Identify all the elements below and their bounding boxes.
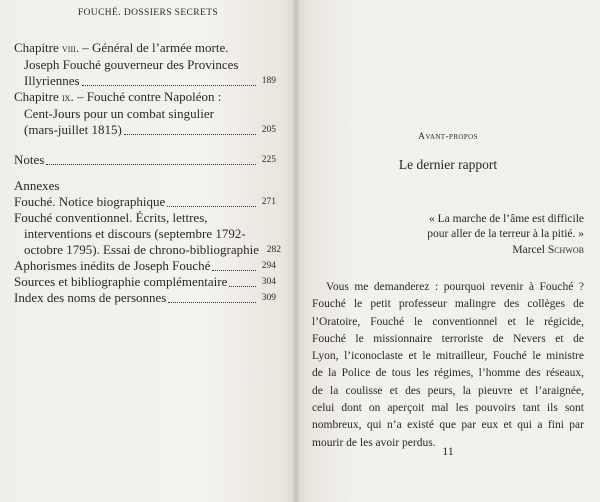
toc-entry-annex (14, 258, 276, 274)
chapter-numeral: ix (62, 92, 71, 104)
dot-leader (229, 286, 256, 287)
toc-entry-chapter-9 (14, 89, 276, 138)
chapter-title-line: . – Général de l’armée morte. (75, 40, 229, 55)
annex-title: interventions et discours (septembre 1792- (24, 226, 246, 241)
body-line: de la Police de tous les régimes, l’homme des réseaux, (312, 367, 584, 380)
dot-leader (82, 85, 256, 86)
body-line: mourir de les avoir perdus. (312, 436, 436, 449)
page-folio: 11 (442, 444, 454, 458)
section-title: Le dernier rapport (398, 157, 498, 172)
epigraph (400, 212, 584, 258)
toc-entry-notes (14, 152, 276, 168)
notes-label: Notes (14, 152, 45, 167)
annex-title: Index des noms de personnes (14, 290, 167, 305)
chapter-title-line: (mars-juillet 1815) (24, 122, 122, 137)
toc-entry-annex (14, 210, 282, 258)
dot-leader (124, 134, 256, 135)
body-line: nombreux, qui n’a existé que par eux et qui a fini par (312, 419, 584, 432)
page-number: 294 (261, 261, 276, 271)
annexes-heading: Annexes (14, 178, 60, 193)
annex-title: octobre 1795). Essai de chrono-bibliographie (24, 242, 260, 257)
epigraph-author: Marcel Schwob (512, 244, 584, 256)
running-head: FOUCHÉ. DOSSIERS SECRETS (77, 8, 219, 18)
dot-leader (167, 206, 256, 207)
chapter-title-line: Joseph Fouché gouverneur des Provinces (24, 57, 239, 72)
body-line: l’Oratoire, Fouché le conventionnel et le régicide, (312, 315, 584, 328)
body-line: Fouché le petit professeur malingre des collèges de (312, 298, 584, 311)
annex-title: Aphorismes inédits de Joseph Fouché (14, 258, 211, 273)
chapter-title-line: Illyriennes (24, 73, 80, 88)
chapter-title-line: . – Fouché contre Napoléon : (70, 89, 222, 104)
body-line: de la coulisse et des peurs, la pieuvre et l’araignée, (312, 384, 584, 397)
toc-entry-chapter-8 (14, 40, 276, 89)
page-number: 205 (261, 125, 276, 135)
toc-entry-annex (14, 194, 276, 210)
body-line: Vous me demanderez : pourquoi revenir à Fouché ? (326, 281, 584, 293)
epigraph-line: pour aller de la terreur à la pitié. » (427, 227, 584, 240)
chapter-numeral: viii (62, 43, 76, 55)
table-of-contents (14, 40, 282, 306)
body-line: Lyon, l’iconoclaste et le mitrailleur, Fouché le ministre (312, 350, 584, 363)
body-paragraph (312, 279, 584, 452)
book-gutter (292, 0, 300, 502)
body-line: celui dont on aperçoit mal les pouvoirs tant ils sont (312, 402, 584, 415)
toc-entry-annex (14, 290, 276, 306)
page-number: 309 (261, 293, 276, 303)
page-number: 225 (261, 155, 276, 165)
page-number: 271 (261, 197, 276, 207)
annex-title: Sources et bibliographie complémentaire (14, 274, 228, 289)
page-number: 304 (261, 277, 276, 287)
page-number: 282 (266, 245, 282, 255)
annex-title: Fouché. Notice biographique (14, 194, 166, 209)
chapter-prefix: Chapitre (14, 40, 63, 55)
dot-leader (168, 302, 256, 303)
toc-annexes (14, 178, 282, 306)
body-line: Fouché le missionnaire terroriste de Nevers et de (312, 332, 584, 345)
dot-leader (46, 164, 256, 165)
epigraph-line: « La marche de l’âme est difficile (429, 213, 584, 225)
page-number: 189 (261, 76, 276, 86)
chapter-title-line: Cent-Jours pour un combat singulier (24, 106, 214, 121)
annex-title: Fouché conventionnel. Écrits, lettres, (14, 210, 208, 225)
chapter-prefix: Chapitre (14, 89, 63, 104)
toc-entry-annex (14, 274, 276, 290)
section-label: Avant-propos (418, 132, 478, 142)
dot-leader (212, 270, 256, 271)
